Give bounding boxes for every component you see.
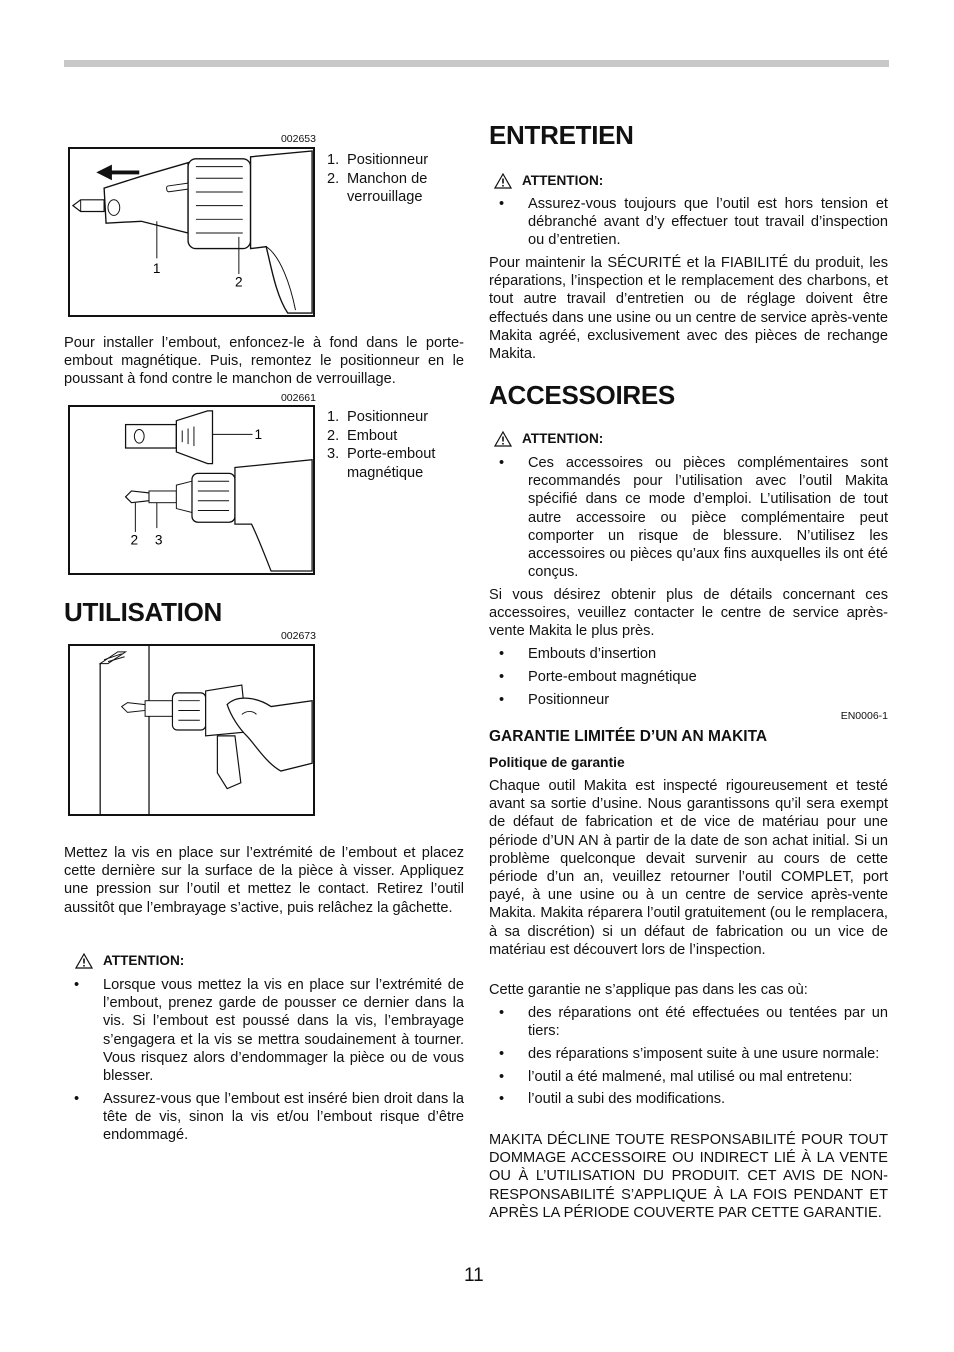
section-title-utilisation: UTILISATION [64,597,222,627]
warning-icon [494,173,512,189]
header-rule [64,60,889,67]
accessoires-list [489,645,888,714]
attention-list [64,976,464,1149]
figure-legend: 1. Positionneur 2. Embout 3. Porte-embout magnétique [327,409,436,481]
subtitle-politique: Politique de garantie [489,755,625,770]
paragraph-accessoires: Si vous désirez obtenir plus de détails concernant ces accessoires, veuillez contacter le centre de service après-vente Makita le plus près. [489,587,888,640]
figure-code: 002673 [280,630,316,642]
figure-utilisation [68,644,315,816]
section-title-garantie: GARANTIE LIMITÉE D’UN AN MAKITA [489,728,768,745]
screwdriver-front-illustration [70,149,313,315]
callout-1: 1 [254,427,263,443]
warning-icon [75,953,93,969]
list-item: • Porte-embout magnétique [499,669,697,685]
figure-positionneur-manchon [68,147,315,317]
list-item: • des réparations s’imposent suite à une usure normale: [499,1045,880,1062]
paragraph-garantie-1: Chaque outil Makita est inspecté rigoureusement et testé avant sa sortie d’usine. Nous garantissons qu’il sera exempt de défaut de fabrication et de vice de matériau pour une période d’UN AN à partir de la date de son achat initial. Si un problème quelconque devait survenir au cours de cette période d’un an, veuillez retourner l’outil COMPLET, port payé, à une usine ou à un centre de service après-vente Makita. Makita réparera l’outil gratuitement (ou le remplacera, à sa discrétion) si un défaut de fabrication ou un vice de matériau est découvert lors de l’inspection. [489,778,888,958]
list-item: • l’outil a été malmené, mal utilisé ou mal entretenu: [499,1068,853,1085]
paragraph-entretien: Pour maintenir la SÉCURITÉ et la FIABILITÉ du produit, les réparations, l’inspection et le remplacement des charbons, et tout autre travail d’entretien ou de réglage doivent être effectués dans une usine ou un centre de service après-vente Makita agréé, exclusivement avec des pièces de rechange Makita. [489,255,888,363]
figure-embout-porte-embout [68,405,315,575]
paragraph-install: Pour installer l’embout, enfoncez-le à fond dans le porte-embout magnétique. Puis, remontez le positionneur en le poussant à fond contre le manchon de verrouillage. [64,335,464,388]
callout-2: 2 [234,274,243,290]
callout-3: 3 [154,532,163,548]
list-item: • Assurez-vous que l’embout est inséré bien droit dans la tête de vis, sinon la vis et/ou l’embout risque d’être endommagé. [74,1090,464,1144]
figure-code: 002653 [280,133,316,145]
attention-heading: ATTENTION: [75,952,184,970]
list-item: • des réparations ont été effectuées ou tentées par un tiers: [499,1005,888,1040]
section-title-entretien: ENTRETIEN [489,120,634,150]
callout-1: 1 [152,261,161,277]
list-item: • Positionneur [499,692,610,708]
attention-heading: ATTENTION: [494,172,603,190]
garantie-list [489,1004,888,1113]
page-number: 11 [464,1265,484,1286]
paragraph-garantie-2: Cette garantie ne s’applique pas dans les cas où: [489,982,808,998]
figure-legend: 1. Positionneur 2. Manchon de verrouillage [327,152,429,205]
section-title-accessoires: ACCESSOIRES [489,380,675,410]
entretien-attention-list [489,195,888,254]
list-item: • Lorsque vous mettez la vis en place sur l’extrémité de l’embout, prenez garde de pousser ce dernier dans la vis. Si l’embout est poussé dans la vis, l’embrayage s’engagera et la vis se mettra soudainement à tourner. Vous risquez alors d’endommager la pièce ou de vous blesser. [74,977,464,1085]
paragraph-garantie-3: MAKITA DÉCLINE TOUTE RESPONSABILITÉ POUR TOUT DOMMAGE ACCESSOIRE OU INDIRECT LIÉ À LA VENTE OU À L’UTILISATION DU PRODUIT. CET AVIS DE NON-RESPONSABILITÉ S’APPLIQUE À LA FOIS PENDANT ET APRÈS LA PÉRIODE COUVERTE PAR CETTE GARANTIE. [489,1132,888,1221]
warning-icon [494,431,512,447]
paragraph-use: Mettez la vis en place sur l’extrémité de l’embout et placez cette dernière sur la surface de la pièce à visser. Appliquez une pression sur l’outil et mettez le contact. Retirez l’outil aussitôt que l’embrayage s’active, puis relâchez la gâchette. [64,845,464,916]
list-item: • Assurez-vous toujours que l’outil est hors tension et débranché avant d’y effectuer tout travail d’inspection ou d’entretien. [499,196,888,249]
figure-code: 002661 [280,392,316,404]
list-item: • l’outil a subi des modifications. [499,1091,726,1108]
list-item: • Embouts d’insertion [499,646,657,662]
driving-screw-illustration [70,646,313,814]
document-code: EN0006-1 [840,710,888,722]
list-item: • Ces accessoires ou pièces complémentaires sont recommandés pour l’utilisation avec l’outil Makita spécifié dans ce mode d’emploi. L’utilisation de tout autre accessoire ou pièce complémentaire peut comporter un risque de blessure. N’utilisez les accessoires ou pièces qu’aux fins auxquelles ils ont été conçus. [499,455,888,581]
callout-2: 2 [130,532,139,548]
accessoires-attention-list [489,454,888,586]
bit-holder-illustration [70,407,313,573]
attention-heading: ATTENTION: [494,430,603,448]
